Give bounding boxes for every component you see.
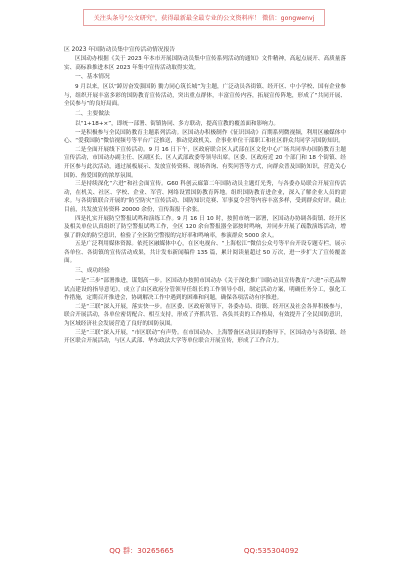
section-heading: 一、基本情况 [75,74,110,81]
document-title: 区 2023 年国防动员集中宣传活动情况报告 [64,47,176,53]
body-paragraph: 二是全面开展线下宣传活动。9 月 16 日下午，区政府联合区人武部在区文化中心广场共同举办国防教育主题宣传活动，市国动办副主任、区副区长、区人武部政委等领导出席。区委、区政府近 20 个部门和 18 个街镇、经开区参与此次活动，通过展板展示、发放宣传资料、现场咨询、有奖问答等方式，向群众普及国防知识，营造关心国防、热爱国防的浓厚氛围。 [64,146,346,179]
body-paragraph: 四是扎实开展防空警报试鸣和演练工作。9 月 16 日 10 时，按照市统一部署，区国动办协调各街镇、经开区及相关单位认真组织了防空警报试鸣工作，全区 120 余台警报器全部按时鸣响，并同步开展了疏散演练活动，增强了群众的防空意识，检验了全区防空警报的完好率和鸣响率，参演群众 5000 余人。 [64,215,346,239]
body-paragraph: 二是“三联”深入开展，落实快一步。在区委、区政府领导下，各委办局、街镇、经开区及社会各界积极参与，联合开展活动，各单位密切配合、相互支持，形成了齐抓共管、各负其责的工作格局，有效提升了全民国防意识，为区域经济社会发展营造了良好的国防氛围。 [64,303,346,328]
body-paragraph: 三是“三联”深入开展，“市区联动”有声势。在市国动办、上海警备区动员局的指导下，区国动办与各街镇、经开区联合开展活动，与区人武部、华东政法大学等单位联合开展宣传，形成了工作合力。 [64,329,346,345]
top-banner [0,0,408,34]
body-paragraph: 9 月以来，区以“踔厉奋发强国防 勠力同心筑长城”为主题，广泛动员各街镇、经开区、中小学校、国有企业参与，组织开展丰富多彩的国防教育宣传活动，突出重点群体，丰富宣传内容，拓展宣传阵地，形成了“共同开展、全民参与”的良好局面。 [64,84,346,108]
document-page [64,46,346,526]
body-paragraph: 一是积极参与全民国防教育主题系列活动。区国动办积极制作《征识国动》百期系列微视频，利用区融媒体中心、“爱我国防”微信视频号等平台广泛推送，推动党政机关、企事业单位干部职工和社区群众共同学习国防知识。 [64,129,346,145]
body-paragraph: 三是持续深化“六进”和社会面宣传。G60 科创云廊第二年国防动员主题灯光秀，与各委办局联合开展宣传活动，在机关、社区、学校、企业、军营、网络设置国防教育阵地。组织国防教育进企业，深入了解企业人员的需求。与各街镇联合开展的“防空防灾”宣传活动、国防知识竞赛、军事夏令营等内容丰富多样，受到群众好评。截止目前，共发放宣传资料 20000 余份，宣传海报千余张。 [64,181,346,213]
section-heading: 三、成功经验 [75,268,110,275]
banner-text: 关注头条号"公文研究"，获得最新最全最专业的公文资料库！ 微信：gongwenvj [83,9,326,26]
footer-qq: QQ:535304092 [243,546,299,555]
section-heading: 二、主要做法 [75,110,110,117]
body-paragraph: 一是“三步”部署推进，谋划高一步。区国动办按照市国动办《关于深化推广国防动员宣传教育“六进”示范品牌试点建设的指导意见》，成立了由区政府分管领导任组长的工作领导小组，制定活动方案，明确任务分工，强化工作措施，定期召开推进会，协调解决工作中遇到的困难和问题，确保各项活动有序推进。 [64,278,346,302]
body-paragraph: 以“1+18+×”，即统一部署、街镇协同、多方联动，提高宣教的覆盖面和影响力。 [75,120,279,127]
body-paragraph: 五是广泛利用媒体资源。依托区融媒体中心，在区电视台、“上海松江”微信公众号等平台开设专题专栏，展示各单位、各街镇的宣传活动成果，共计发布新闻稿件 135 篇，累计阅读量超过 50 万次，进一步扩大了宣传覆盖面。 [64,241,346,265]
footer [0,546,408,558]
footer-qq-group: QQ 群：30265665 [109,546,174,555]
body-paragraph: 区国动办根据《关于 2023 年本市开展国防动员集中宣传系列活动的通知》文件精神，高起点展开、高质量落实、高标准推进本区 2023 年集中宣传活动取得实效。 [64,56,346,71]
document-body [64,55,346,346]
